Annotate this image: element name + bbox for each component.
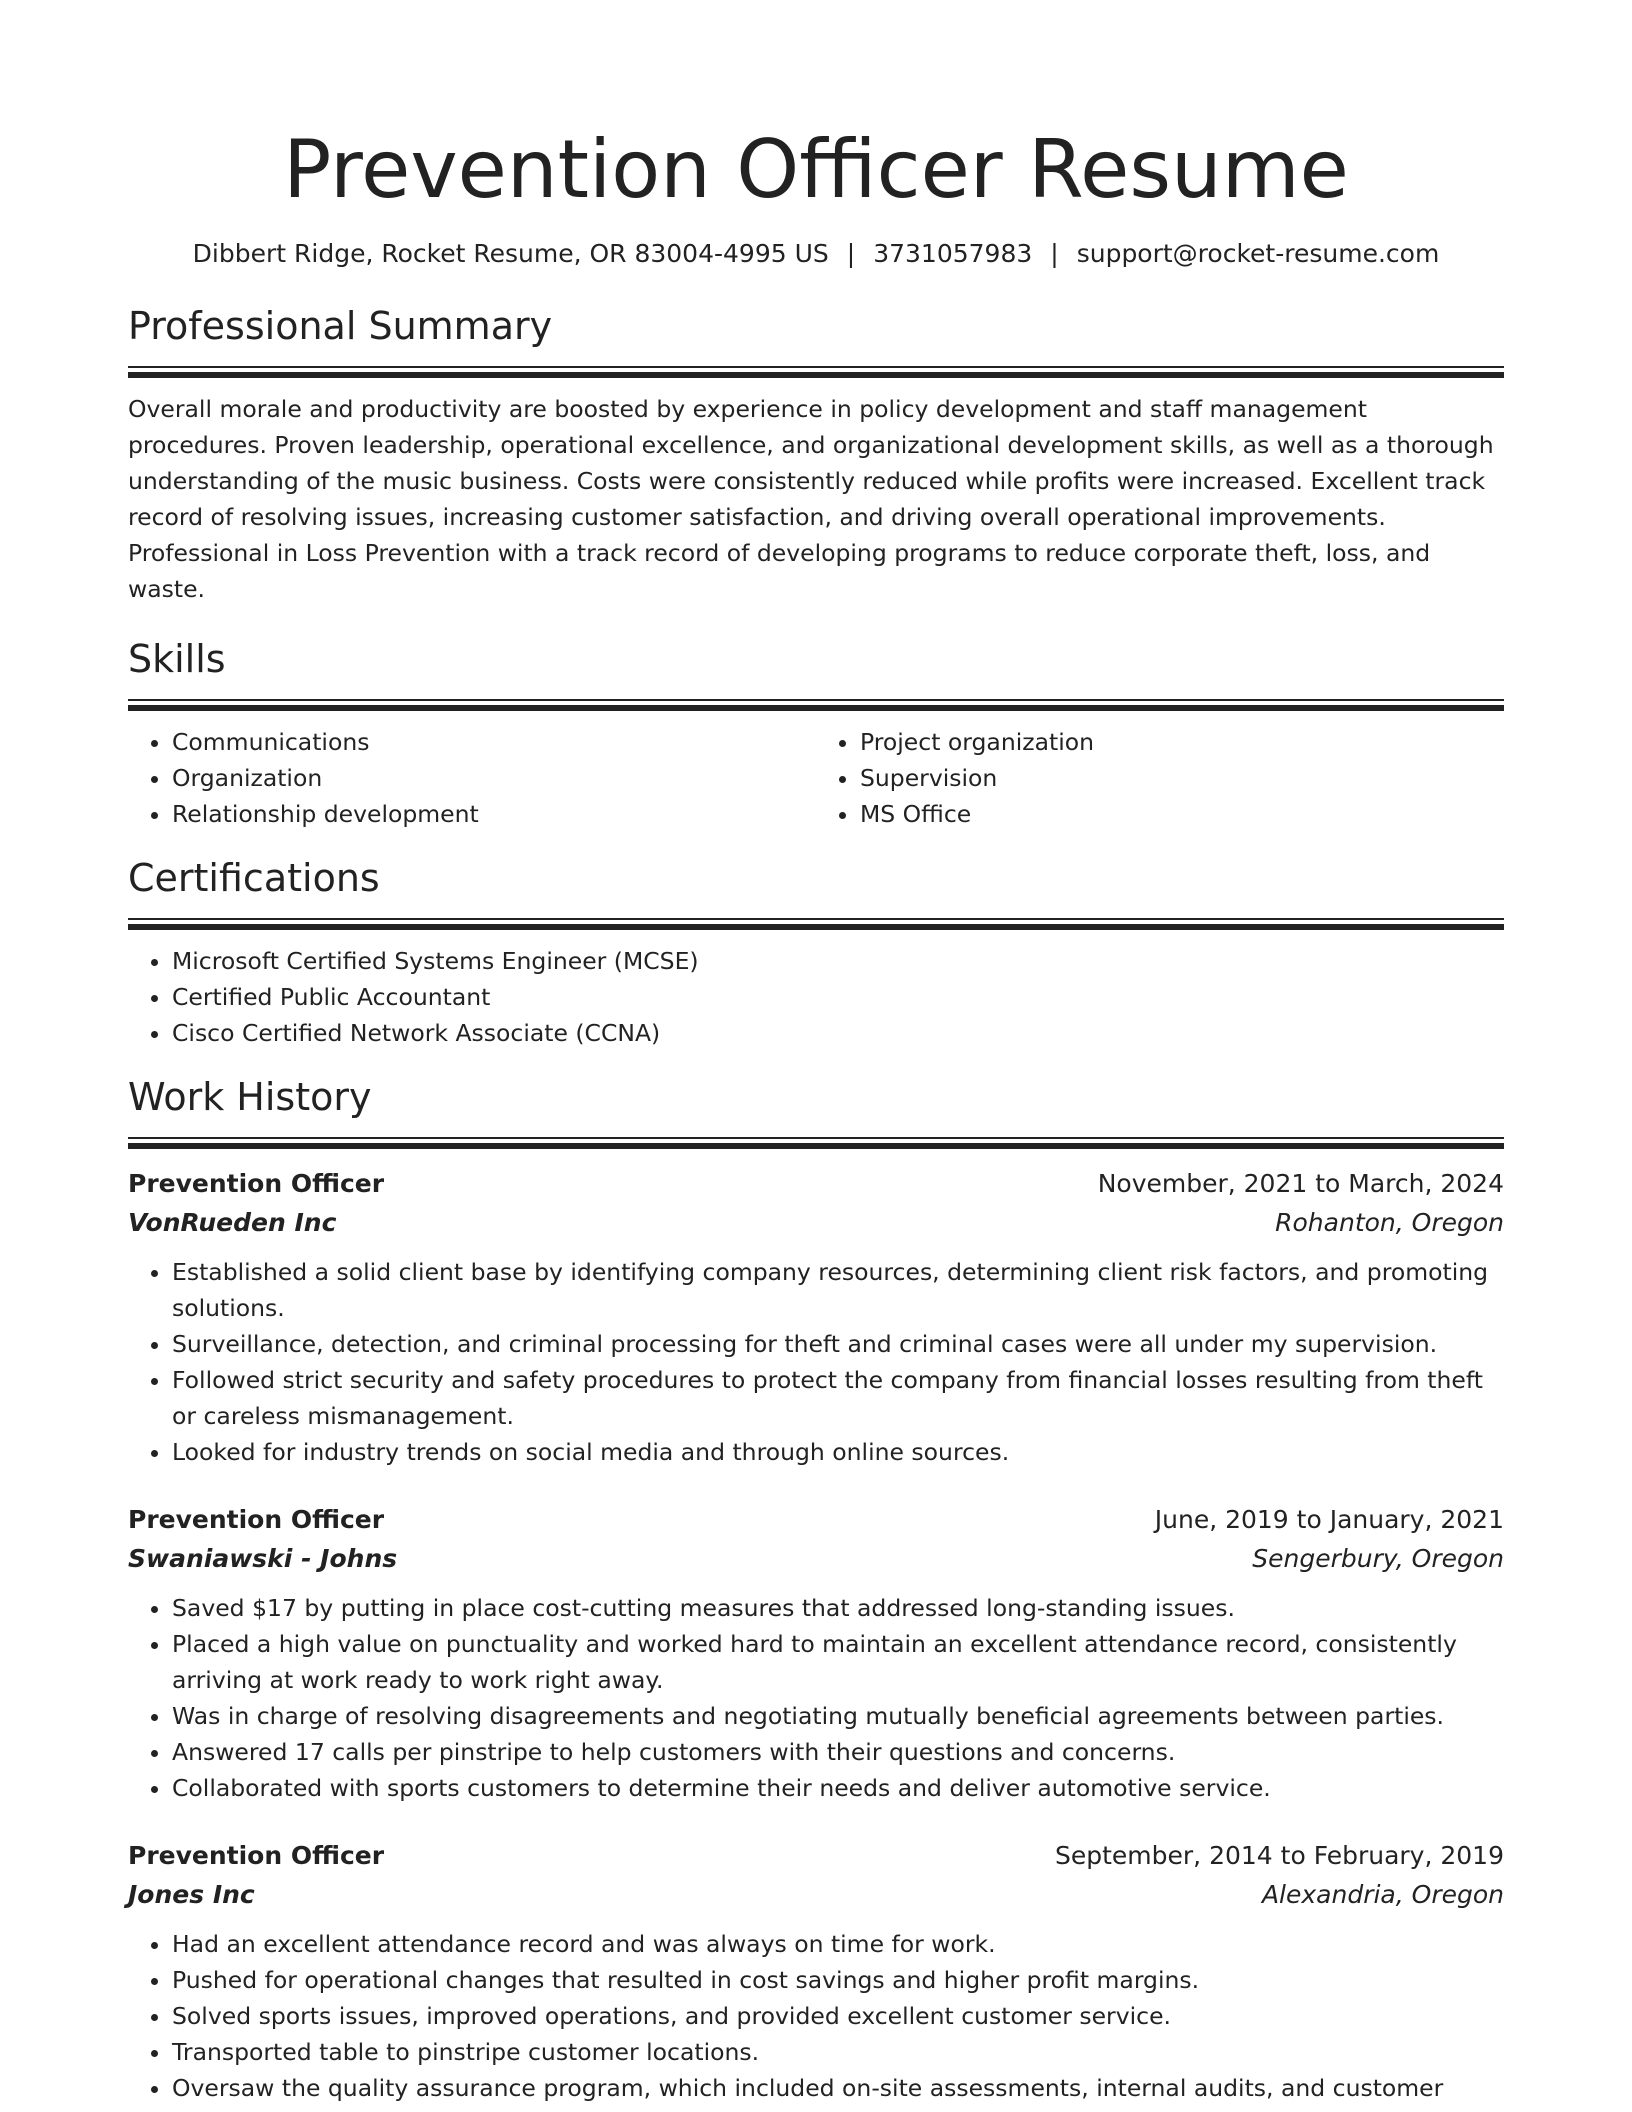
certification-item: • Cisco Certified Network Associate (CCNA) — [172, 1015, 1504, 1051]
job-title: Prevention Officer — [128, 1505, 385, 1534]
job-bullet: • Surveillance, detection, and criminal processing for theft and criminal cases were all under my supervision. — [172, 1326, 1504, 1362]
section-certifications — [128, 854, 1504, 1051]
job-subheader — [128, 1204, 1504, 1242]
job-location: Sengerbury, Oregon — [1252, 1544, 1504, 1573]
summary-text: Overall morale and productivity are boosted by experience in policy development and staff management procedures. Proven leadership, operational excellence, and organizational development skills, as well as a thorough understanding of the music business. Costs were consistently reduced while profits were increased. Excellent track record of resolving issues, increasing customer satisfaction, and driving overall operational improvements. Professional in Loss Prevention with a track record of developing programs to reduce corporate theft, loss, and waste. — [128, 395, 1494, 603]
job-company: Swaniawski - Johns — [128, 1544, 398, 1573]
section-divider — [128, 1137, 1504, 1148]
job-header — [128, 1836, 1504, 1876]
job-dates: June, 2019 to January, 2021 — [1154, 1505, 1504, 1534]
job-bullet: • Answered 17 calls per pinstripe to help customers with their questions and concerns. — [172, 1734, 1504, 1770]
skill-item: • Communications — [172, 724, 816, 760]
contact-separator: | — [846, 239, 856, 268]
job-bullet: • Had an excellent attendance record and was always on time for work. — [172, 1926, 1504, 1962]
job-bullet: • Solved sports issues, improved operations, and provided excellent customer service. — [172, 1998, 1504, 2034]
resume-page — [128, 0, 1504, 2106]
contact-line — [128, 236, 1504, 272]
job-bullet: • Established a solid client base by identifying company resources, determining client risk factors, and promoting solutions. — [172, 1254, 1504, 1326]
job-subheader — [128, 1876, 1504, 1914]
skill-item: • MS Office — [860, 796, 1504, 832]
certifications-list — [128, 943, 1504, 1051]
resume-title: Prevention Officer Resume — [283, 123, 1349, 216]
contact-phone: 3731057983 — [873, 239, 1033, 268]
job-header — [128, 1500, 1504, 1540]
section-work-history — [128, 1073, 1504, 2106]
section-divider — [128, 366, 1504, 377]
skills-list-left — [128, 724, 816, 832]
job-company: Jones Inc — [128, 1880, 255, 1909]
job-bullets — [128, 1590, 1504, 1806]
job-title: Prevention Officer — [128, 1841, 385, 1870]
job-bullet: • Followed strict security and safety procedures to protect the company from financial losses resulting from theft or careless mismanagement. — [172, 1362, 1504, 1434]
skill-item: • Supervision — [860, 760, 1504, 796]
contact-email: support@rocket-resume.com — [1076, 239, 1440, 268]
certification-item: • Certified Public Accountant — [172, 979, 1504, 1015]
certification-item: • Microsoft Certified Systems Engineer (MCSE) — [172, 943, 1504, 979]
job-dates: November, 2021 to March, 2024 — [1097, 1169, 1504, 1198]
section-heading: Skills — [128, 637, 226, 681]
job-header — [128, 1164, 1504, 1204]
job-title: Prevention Officer — [128, 1169, 385, 1198]
job-bullet: • Placed a high value on punctuality and worked hard to maintain an excellent attendance record, consistently arriving at work ready to work right away. — [172, 1626, 1504, 1698]
skills-grid — [128, 724, 1504, 832]
job-bullet: • Pushed for operational changes that resulted in cost savings and higher profit margins. — [172, 1962, 1504, 1998]
skill-item: • Organization — [172, 760, 816, 796]
skill-item: • Project organization — [860, 724, 1504, 760]
contact-address: Dibbert Ridge, Rocket Resume, OR 83004-4995 US — [192, 239, 829, 268]
section-summary — [128, 302, 1504, 607]
skill-item: • Relationship development — [172, 796, 816, 832]
contact-separator: | — [1050, 239, 1059, 268]
job-bullet: • Saved $17 by putting in place cost-cutting measures that addressed long-standing issues. — [172, 1590, 1504, 1626]
job-bullet: • Oversaw the quality assurance program, which included on-site assessments, internal audits, and customer — [172, 2070, 1504, 2106]
job-bullet: • Transported table to pinstripe customer locations. — [172, 2034, 1504, 2070]
section-divider — [128, 918, 1504, 929]
job-company: VonRueden Inc — [128, 1208, 337, 1237]
job-bullet: • Collaborated with sports customers to determine their needs and deliver automotive service. — [172, 1770, 1504, 1806]
job-dates: September, 2014 to February, 2019 — [1055, 1841, 1504, 1870]
job-bullet: • Was in charge of resolving disagreements and negotiating mutually beneficial agreements between parties. — [172, 1698, 1504, 1734]
section-heading: Certifications — [128, 856, 380, 900]
section-skills — [128, 635, 1504, 832]
job-bullets — [128, 1926, 1504, 2106]
section-divider — [128, 699, 1504, 710]
job-location: Rohanton, Oregon — [1275, 1208, 1504, 1237]
job-location: Alexandria, Oregon — [1261, 1880, 1504, 1909]
section-heading: Professional Summary — [128, 304, 553, 348]
job-entry — [128, 1164, 1504, 1470]
job-subheader — [128, 1540, 1504, 1578]
job-entry — [128, 1500, 1504, 1806]
skills-list-right — [816, 724, 1504, 832]
job-bullet: • Looked for industry trends on social media and through online sources. — [172, 1434, 1504, 1470]
job-bullets — [128, 1254, 1504, 1470]
section-heading: Work History — [128, 1075, 372, 1119]
job-entry — [128, 1836, 1504, 2106]
